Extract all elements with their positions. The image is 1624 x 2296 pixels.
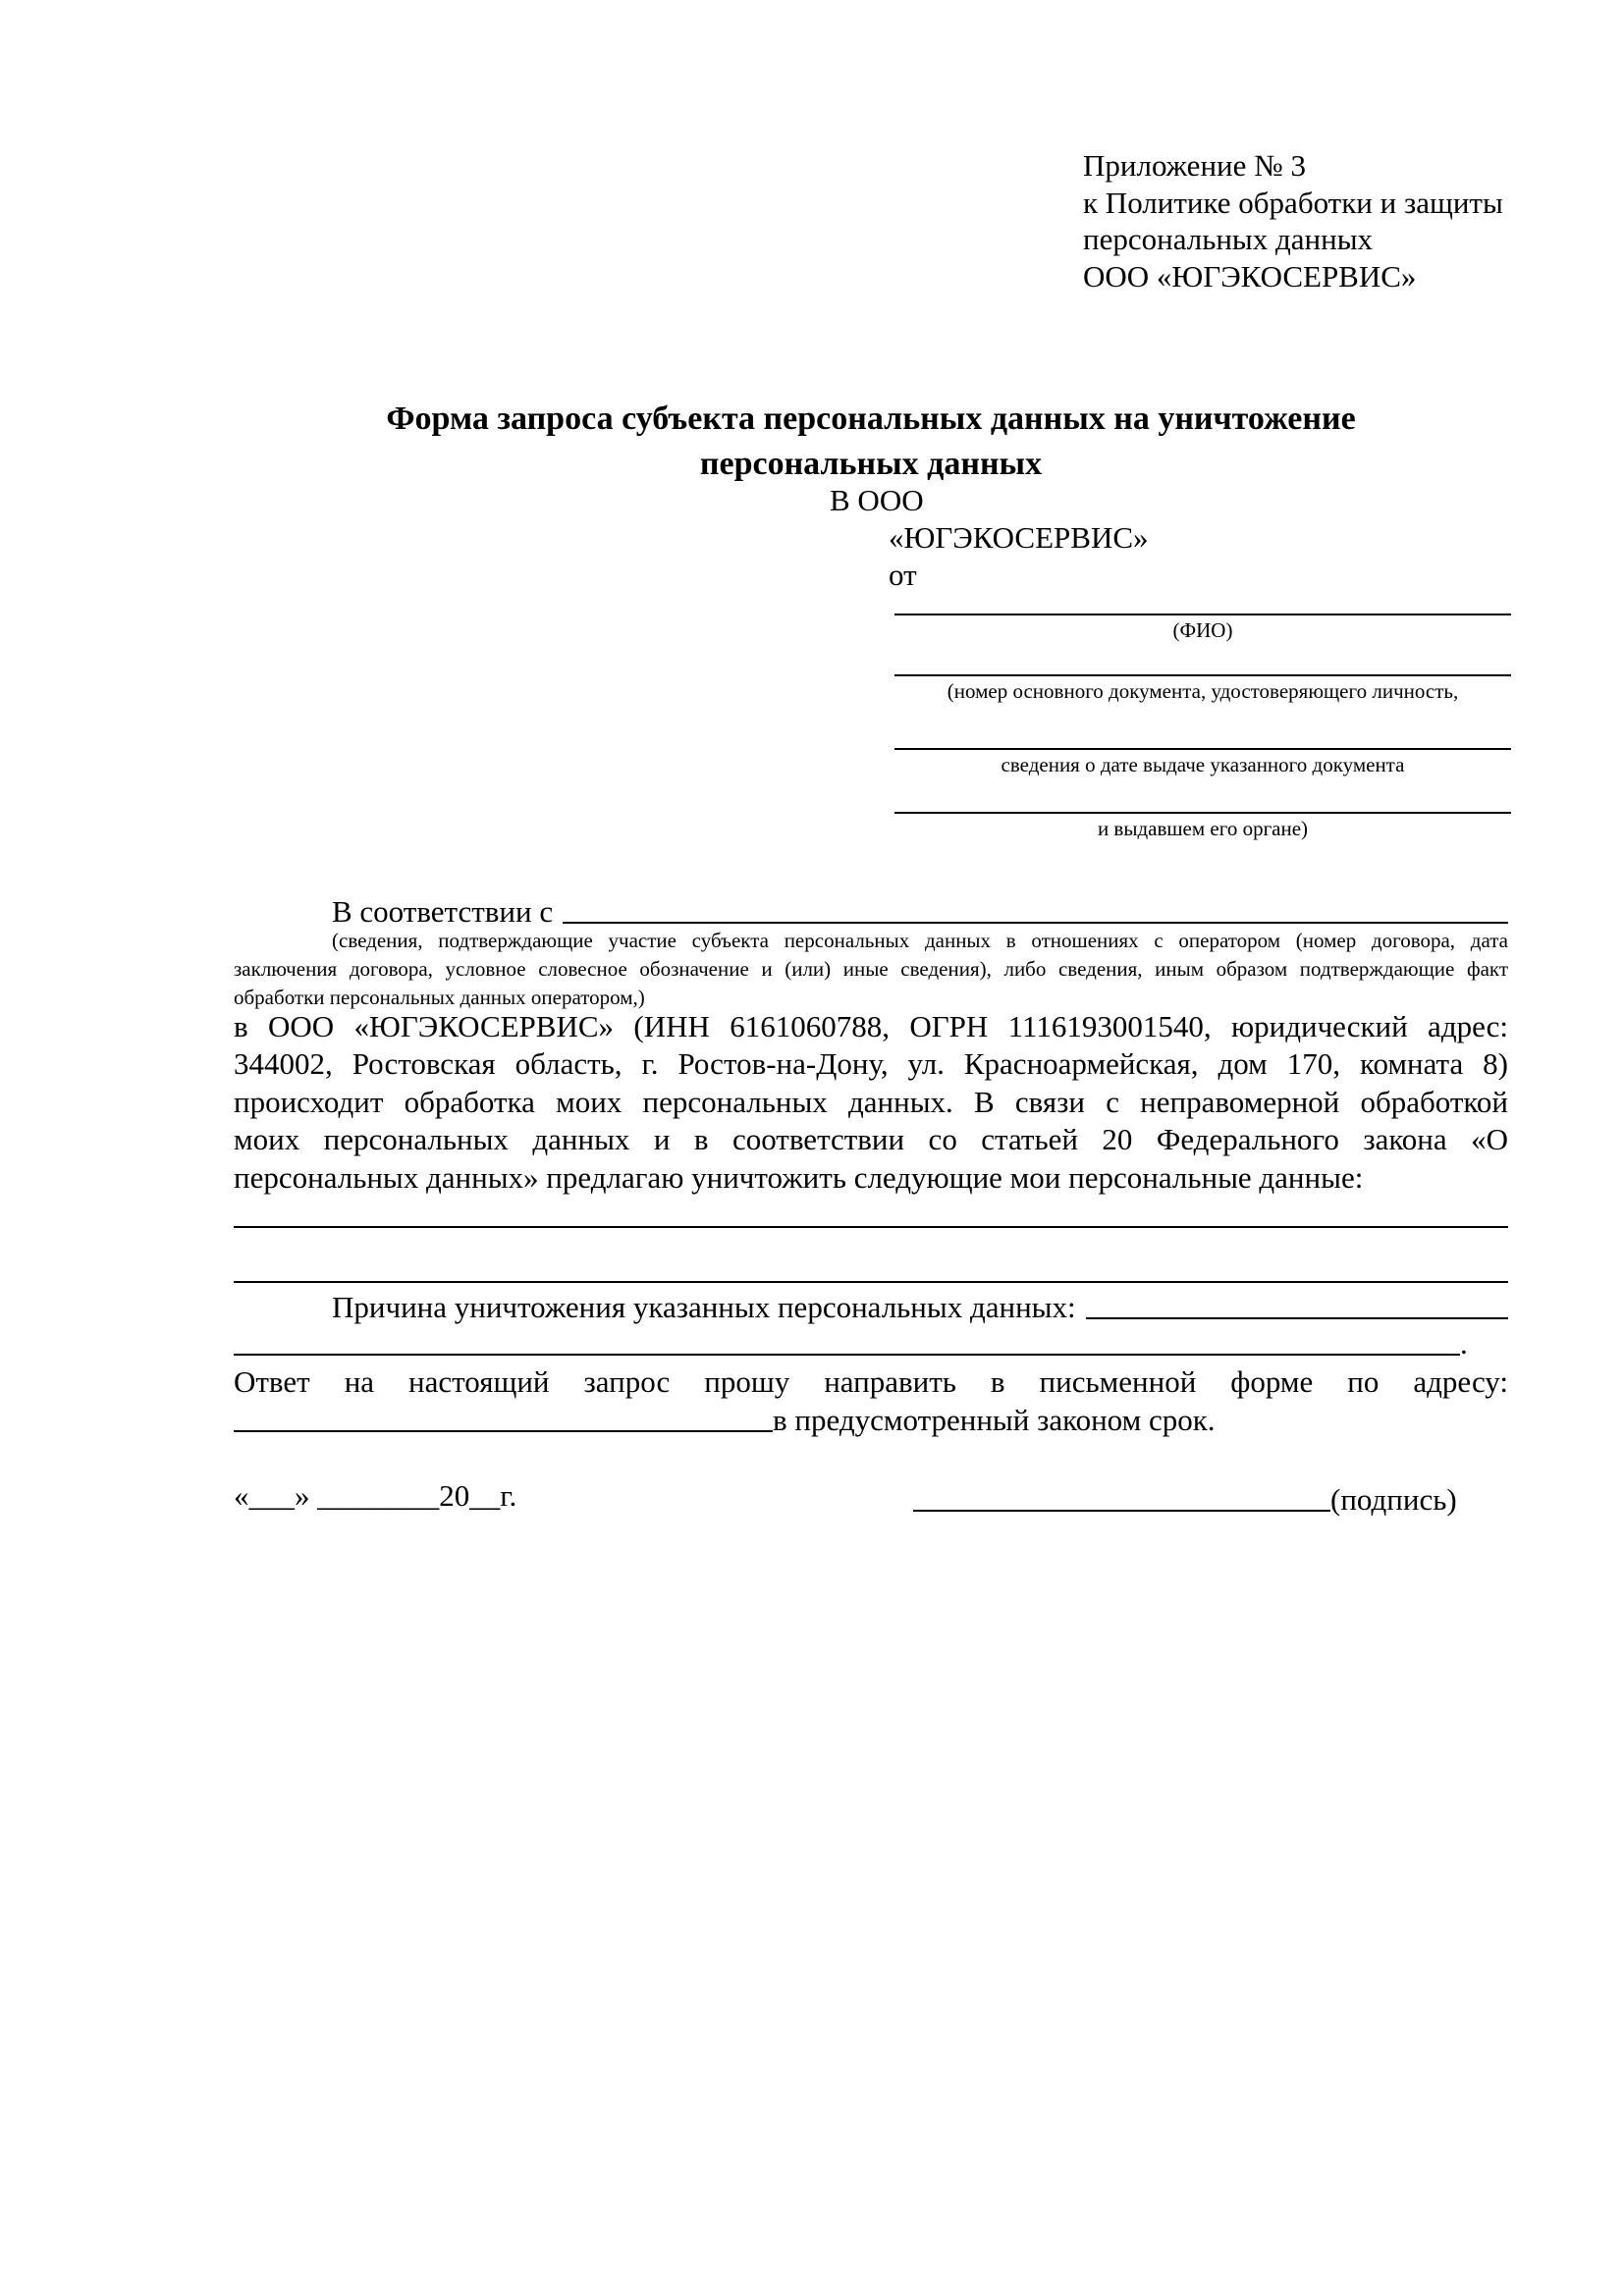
appendix-line-4: ООО «ЮГЭКОСЕРВИС»	[1083, 258, 1417, 294]
note-line-1: (сведения, подтверждающие участие субъекта персональных данных в отношениях с оператором (номер договора, дата	[332, 929, 1508, 952]
appendix-line-2: к Политике обработки и защиты	[1083, 185, 1503, 220]
reason-continuation-blank-line	[234, 1354, 1460, 1356]
body-line-2: 344002, Ростовская область, г. Ростов-на-Дону, ул. Красноармейская, дом 170, комната 8)	[234, 1046, 1508, 1081]
data-blank-line-1	[234, 1226, 1508, 1228]
addressee-to-prefix: В ООО	[830, 483, 924, 517]
reason-label: Причина уничтожения указанных персональных данных:	[332, 1290, 1076, 1324]
body-line-1: в ООО «ЮГЭКОСЕРВИС» (ИНН 6161060788, ОГРН 1116193001540, юридический адрес:	[234, 1009, 1508, 1043]
fio-caption: (ФИО)	[1172, 618, 1233, 642]
note-line-3: обработки персональных данных оператором,)	[234, 986, 645, 1009]
reason-continuation-row	[234, 1322, 1508, 1362]
data-blank-line-2	[234, 1281, 1508, 1283]
accordance-lead: В соответствии с	[332, 894, 554, 929]
document-title-line-1: Форма запроса субъекта персональных данных на уничтожение	[386, 400, 1356, 437]
body-line-4: моих персональных данных и в соответствии со статьей 20 Федерального закона «О	[234, 1122, 1508, 1156]
address-blank-line	[234, 1430, 773, 1432]
reason-row	[234, 1286, 1508, 1325]
body-line-5: персональных данных» предлагаю уничтожить следующие мои персональные данные:	[234, 1160, 1364, 1195]
signature-row	[913, 1478, 1508, 1518]
fio-blank-line	[894, 614, 1511, 615]
reason-blank-line	[1086, 1317, 1508, 1319]
note-line-2: заключения договора, условное словесное обозначение и (или) иные сведения), либо сведения, иным образом подтверждающие факт	[234, 957, 1508, 981]
appendix-block	[1083, 147, 1503, 294]
reply-line-2-suffix: в предусмотренный законом срок.	[773, 1403, 1216, 1437]
document-title-line-2: персональных данных	[699, 446, 1043, 482]
issuing-authority-blank-line	[894, 812, 1511, 814]
addressee-company: «ЮГЭКОСЕРВИС»	[889, 520, 1149, 555]
body-line-3: происходит обработка моих персональных данных. В связи с неправомерной обработкой	[234, 1085, 1508, 1119]
signature-caption: (подпись)	[1330, 1482, 1457, 1517]
document-number-blank-line	[894, 674, 1511, 676]
issue-date-blank-line	[894, 748, 1511, 750]
signature-blank-line	[913, 1510, 1330, 1512]
reply-line-2	[234, 1399, 1508, 1438]
accordance-row	[234, 890, 1508, 930]
accordance-blank-line	[563, 922, 1508, 924]
sentence-terminator: .	[1460, 1326, 1468, 1361]
date-blank: «___» ________20__г.	[234, 1478, 517, 1513]
issue-date-caption: сведения о дате выдаче указанного документа	[1001, 753, 1405, 776]
appendix-line-1: Приложение № 3	[1083, 148, 1306, 183]
document-number-caption: (номер основного документа, удостоверяющего личность,	[947, 679, 1459, 703]
addressee-from-label: от	[889, 558, 917, 592]
reply-line-1: Ответ на настоящий запрос прошу направить в письменной форме по адресу:	[234, 1364, 1508, 1399]
issuing-authority-caption: и выдавшем его органе)	[1097, 817, 1309, 840]
appendix-line-3: персональных данных	[1083, 222, 1374, 256]
